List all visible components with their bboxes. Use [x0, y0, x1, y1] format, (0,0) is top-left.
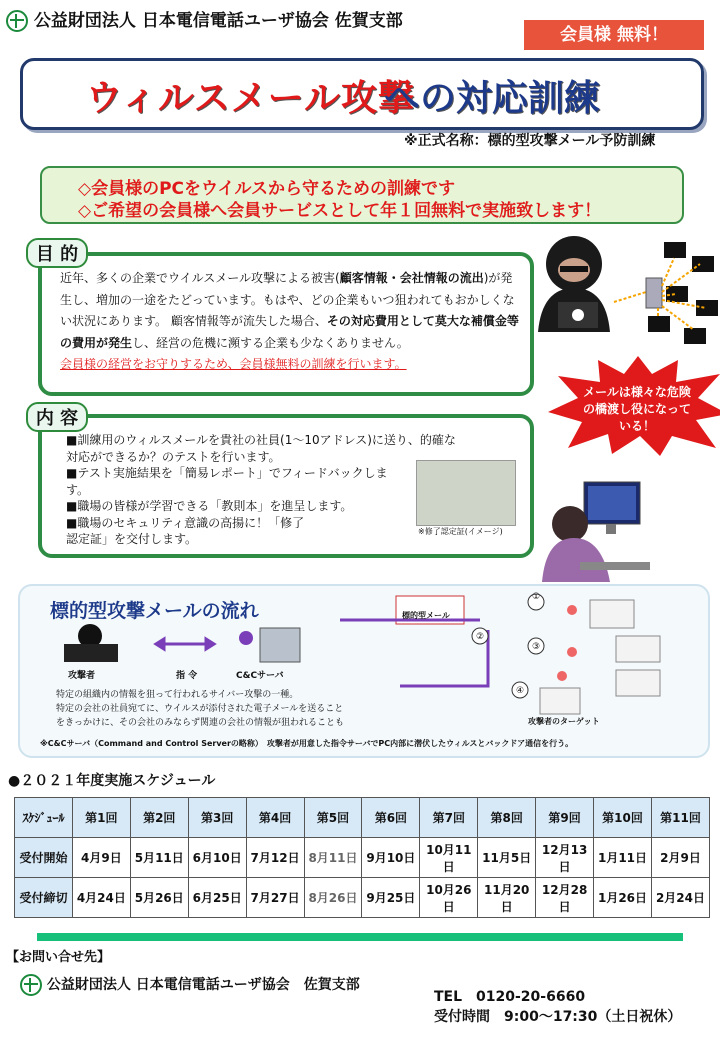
schedule-title: ●２０２１年度実施スケジュール	[8, 773, 216, 789]
schedule-row-end	[15, 878, 710, 918]
purpose-text	[60, 268, 520, 376]
flow-desc-line: 特定の組織内の情報を狙って行われるサイバー攻撃の一種。	[56, 690, 299, 700]
schedule-cell: 12月28日	[536, 878, 594, 918]
attack-chain-graphic	[60, 622, 340, 668]
step-1: ①	[532, 592, 541, 602]
schedule-header-cell: 第6回	[362, 798, 420, 838]
schedule-header-cell: 第11回	[651, 798, 709, 838]
target-label: 攻撃者のターゲット	[528, 717, 600, 726]
purpose-text-bold-1: 顧客情報・会社情報の流出	[339, 271, 484, 285]
purpose-highlight: 会員様の経営をお守りするため、会員様無料の訓練を行います。	[60, 357, 407, 371]
schedule-cell: 5月11日	[130, 838, 188, 878]
schedule-cell: 6月10日	[188, 838, 246, 878]
attacker-label: 攻撃者	[68, 671, 96, 681]
command-label: 指 令	[176, 671, 198, 681]
divider-bar	[37, 933, 683, 941]
schedule-cell: 8月11日	[304, 838, 362, 878]
title-blue-text: への対応訓練	[384, 78, 601, 119]
header-org	[6, 6, 403, 32]
schedule-cell: 11月20日	[478, 878, 536, 918]
schedule-cell: 8月26日	[304, 878, 362, 918]
schedule-header-cell: 第7回	[420, 798, 478, 838]
certificate-caption: ※修了認定証(イメージ)	[418, 527, 503, 536]
schedule-cell: 11月5日	[478, 838, 536, 878]
contact-hours: 受付時間 9:00～17:30（土日祝休）	[434, 1009, 682, 1025]
schedule-cell: 9月10日	[362, 838, 420, 878]
purpose-tag: 目 的	[26, 238, 88, 268]
step-3: ③	[532, 642, 541, 652]
purpose-text-3: し、経営の危機に瀕する企業も少なくありません。	[132, 335, 409, 350]
schedule-cell: 7月12日	[246, 838, 304, 878]
schedule-cell: 1月26日	[594, 878, 652, 918]
content-item: ■テスト実施結果を「簡易レポート」でフィードバックします。	[66, 466, 388, 497]
step-2: ②	[476, 632, 485, 642]
schedule-header-row	[15, 798, 710, 838]
contact-org-name: 公益財団法人 日本電信電話ユーザ協会 佐賀支部	[46, 977, 360, 993]
schedule-header-cell: 第4回	[246, 798, 304, 838]
flow-network-graphic	[340, 590, 696, 730]
promo-line-1: ◇会員様のPCをウイルスから守るための訓練です	[78, 179, 455, 199]
schedule-cell: 4月9日	[72, 838, 130, 878]
schedule-cell: 10月26日	[420, 878, 478, 918]
ntt-user-logo-icon	[6, 10, 28, 32]
schedule-row-label: 受付締切	[15, 878, 73, 918]
schedule-cell: 5月26日	[130, 878, 188, 918]
content-tag: 内 容	[26, 402, 88, 432]
schedule-cell: 7月27日	[246, 878, 304, 918]
certificate-image	[416, 460, 516, 526]
schedule-header-cell: 第9回	[536, 798, 594, 838]
schedule-cell: 2月9日	[651, 838, 709, 878]
promo-box	[40, 166, 684, 224]
schedule-cell: 12月13日	[536, 838, 594, 878]
schedule-cell: 2月24日	[651, 878, 709, 918]
contact-tel: TEL 0120-20-6660	[434, 989, 586, 1005]
schedule-cell: 10月11日	[420, 838, 478, 878]
formal-name: ※正式名称：標的型攻撃メール予防訓練	[404, 133, 656, 149]
header-org-name: 公益財団法人 日本電信電話ユーザ協会 佐賀支部	[33, 11, 403, 31]
schedule-row-label: 受付開始	[15, 838, 73, 878]
step-4: ④	[516, 686, 525, 696]
schedule-header-cell: 第3回	[188, 798, 246, 838]
schedule-header-cell: 第8回	[478, 798, 536, 838]
cc-server-note: ※C&Cサーバ（Command and Control Serverの略称） 攻撃者が用意した指令サーバでPC内部に潜伏したウィルスとバックドア通信を行う。	[40, 739, 574, 748]
schedule-cell: 6月25日	[188, 878, 246, 918]
purpose-text-2: )が発生し、増加の一途をたどっています。もはや、どの企業もいつ狙われてもおかしくない状況にあります。 顧客情報等が流失した場合、	[60, 271, 515, 328]
purpose-text-1: 近年、多くの企業でウイルスメール攻撃による被害(	[60, 271, 340, 285]
title-red-text: ウィルスメール攻撃	[86, 78, 416, 119]
cc-server-label: C&Cサーバ	[236, 671, 284, 681]
schedule-cell: 1月11日	[594, 838, 652, 878]
contact-title: 【お問い合せ先】	[6, 950, 111, 965]
content-list	[66, 432, 466, 548]
ntt-user-logo-icon	[20, 974, 42, 996]
flow-desc-line: 特定の会社の社員宛てに、ウイルスが添付された電子メールを送ること	[56, 704, 344, 714]
schedule-header-cell: 第10回	[594, 798, 652, 838]
schedule-row-start	[15, 838, 710, 878]
content-item: ■訓練用のウィルスメールを貴社の社員(1～10アドレス)に送り、的確な対応ができるか？のテストを行います。	[66, 433, 456, 464]
mail-label: 標的型メール	[402, 611, 450, 620]
worried-worker-illustration	[540, 472, 664, 582]
contact-org	[20, 974, 360, 996]
schedule-cell: 4月24日	[72, 878, 130, 918]
schedule-header-cell: 第2回	[130, 798, 188, 838]
flow-desc-line: をきっかけに、その会社のみならず関連の会社の情報が狙われることも	[56, 718, 345, 728]
schedule-table	[14, 797, 710, 918]
schedule-header-cell: 第5回	[304, 798, 362, 838]
free-badge: 会員様 無料！	[524, 20, 704, 50]
hacker-illustration	[528, 222, 720, 362]
warning-text: メールは様々な危険の橋渡し役になっている！	[582, 385, 691, 433]
flow-description	[56, 688, 344, 730]
purpose-text-bold-2: その対応費用として莫大な補償金等の費用が発生	[60, 314, 519, 350]
schedule-header-cell: ｽｹｼﾞｭｰﾙ	[15, 798, 73, 838]
schedule-header-cell: 第1回	[72, 798, 130, 838]
schedule-cell: 9月25日	[362, 878, 420, 918]
content-item: ■職場のセキュリティ意識の高揚に！「修了認定証」を交付します。	[66, 515, 305, 546]
content-item: ■職場の皆様が学習できる「教則本」を進呈します。	[66, 499, 353, 513]
flow-title: 標的型攻撃メールの流れ	[50, 600, 259, 622]
promo-line-2: ◇ご希望の会員様へ会員サービスとして年１回無料で実施致します！	[78, 201, 602, 221]
